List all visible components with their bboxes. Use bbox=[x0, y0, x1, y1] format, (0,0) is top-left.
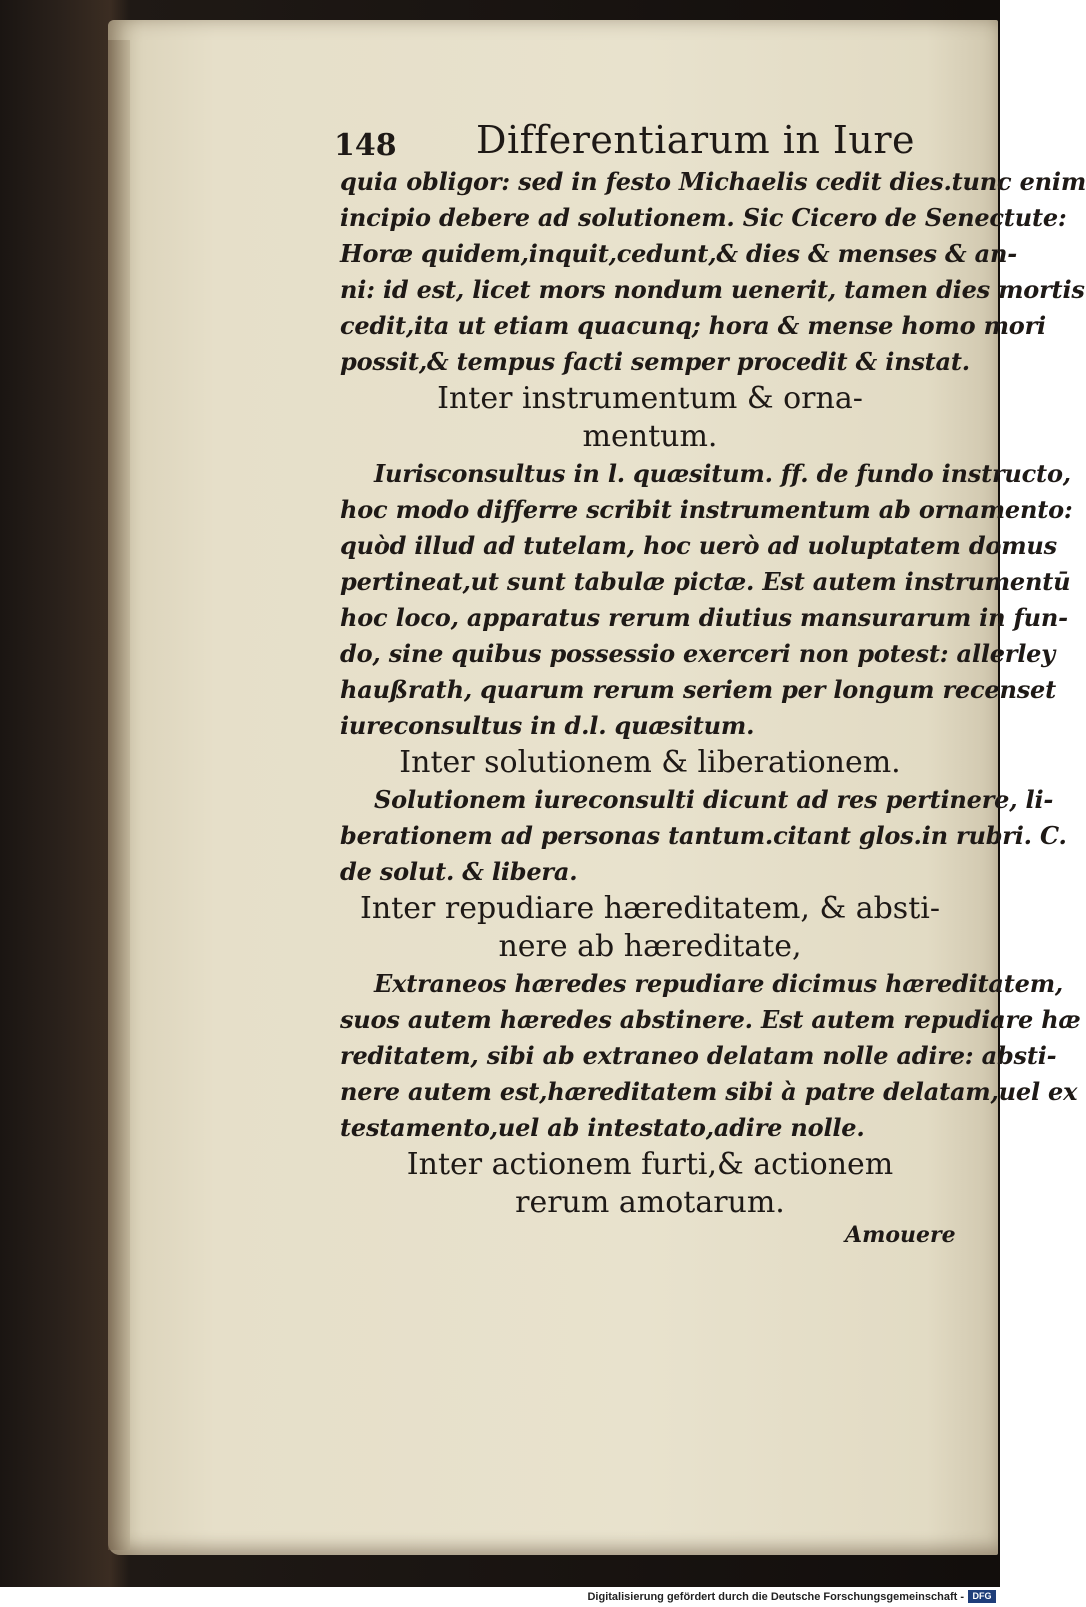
text-line: incipio debere ad solutionem. Sic Cicero de Senectute: bbox=[340, 203, 1067, 232]
catchword: Amouere bbox=[845, 1222, 956, 1248]
text-line: cedit,ita ut etiam quacunq; hora & mense homo mori bbox=[340, 311, 1046, 340]
section-heading: Inter solutionem & liberationem. bbox=[399, 745, 901, 780]
page-gutter-shadow bbox=[108, 40, 130, 1550]
text-line: haußrath, quarum rerum seriem per longum recenset bbox=[340, 675, 1056, 704]
footer-credit: Digitalisierung gefördert durch die Deutsche Forschungsgemeinschaft - bbox=[587, 1591, 964, 1603]
text-line: Extraneos hæredes repudiare dicimus hæreditatem, bbox=[374, 969, 1064, 998]
body-text bbox=[340, 164, 1086, 1222]
text-line: pertineat,ut sunt tabulæ pictæ. Est autem instrumentū bbox=[340, 567, 1071, 596]
text-line: hoc modo differre scribit instrumentum ab ornamento: bbox=[340, 495, 1073, 524]
running-head bbox=[334, 118, 960, 164]
text-line: do, sine quibus possessio exerceri non potest: allerley bbox=[340, 639, 1055, 668]
text-line: hoc loco, apparatus rerum diutius mansurarum in fun- bbox=[340, 603, 1068, 632]
text-line: quòd illud ad tutelam, hoc uerò ad uoluptatem domus bbox=[340, 531, 1057, 560]
text-line: reditatem, sibi ab extraneo delatam nolle adire: absti- bbox=[340, 1041, 1057, 1070]
text-line: testamento,uel ab intestato,adire nolle. bbox=[340, 1113, 865, 1142]
text-line: Horæ quidem,inquit,cedunt,& dies & menses & an- bbox=[340, 239, 1017, 268]
running-title: Differentiarum in Iure bbox=[476, 118, 916, 162]
section-heading: Inter instrumentum & orna- bbox=[437, 381, 863, 416]
section-heading: Inter actionem furti,& actionem bbox=[406, 1147, 894, 1182]
dfg-logo-icon: DFG bbox=[968, 1590, 996, 1603]
section-heading: Inter repudiare hæreditatem, & absti- bbox=[360, 891, 940, 926]
text-line: nere autem est,hæreditatem sibi à patre delatam,uel ex bbox=[340, 1077, 1078, 1106]
text-line: ni: id est, licet mors nondum uenerit, tamen dies mortis bbox=[340, 275, 1085, 304]
section-heading: mentum. bbox=[582, 419, 718, 454]
text-line: Solutionem iureconsulti dicunt ad res pertinere, li- bbox=[374, 785, 1054, 814]
section-heading: nere ab hæreditate, bbox=[498, 929, 802, 964]
footer-bar bbox=[0, 1587, 1000, 1607]
text-line: Iurisconsultus in l. quæsitum. ff. de fundo instructo, bbox=[374, 459, 1071, 488]
page-text bbox=[334, 118, 1086, 1222]
text-line: iureconsultus in d.l. quæsitum. bbox=[340, 711, 755, 740]
section-heading: rerum amotarum. bbox=[515, 1185, 785, 1220]
text-line: possit,& tempus facti semper procedit & instat. bbox=[340, 347, 970, 376]
text-line: quia obligor: sed in festo Michaelis cedit dies.tunc enim bbox=[340, 167, 1086, 196]
text-line: berationem ad personas tantum.citant glos.in rubri. C. bbox=[340, 821, 1067, 850]
text-line: de solut. & libera. bbox=[340, 857, 578, 886]
page-number: 148 bbox=[334, 128, 397, 163]
text-line: suos autem hæredes abstinere. Est autem repudiare hæ bbox=[340, 1005, 1081, 1034]
